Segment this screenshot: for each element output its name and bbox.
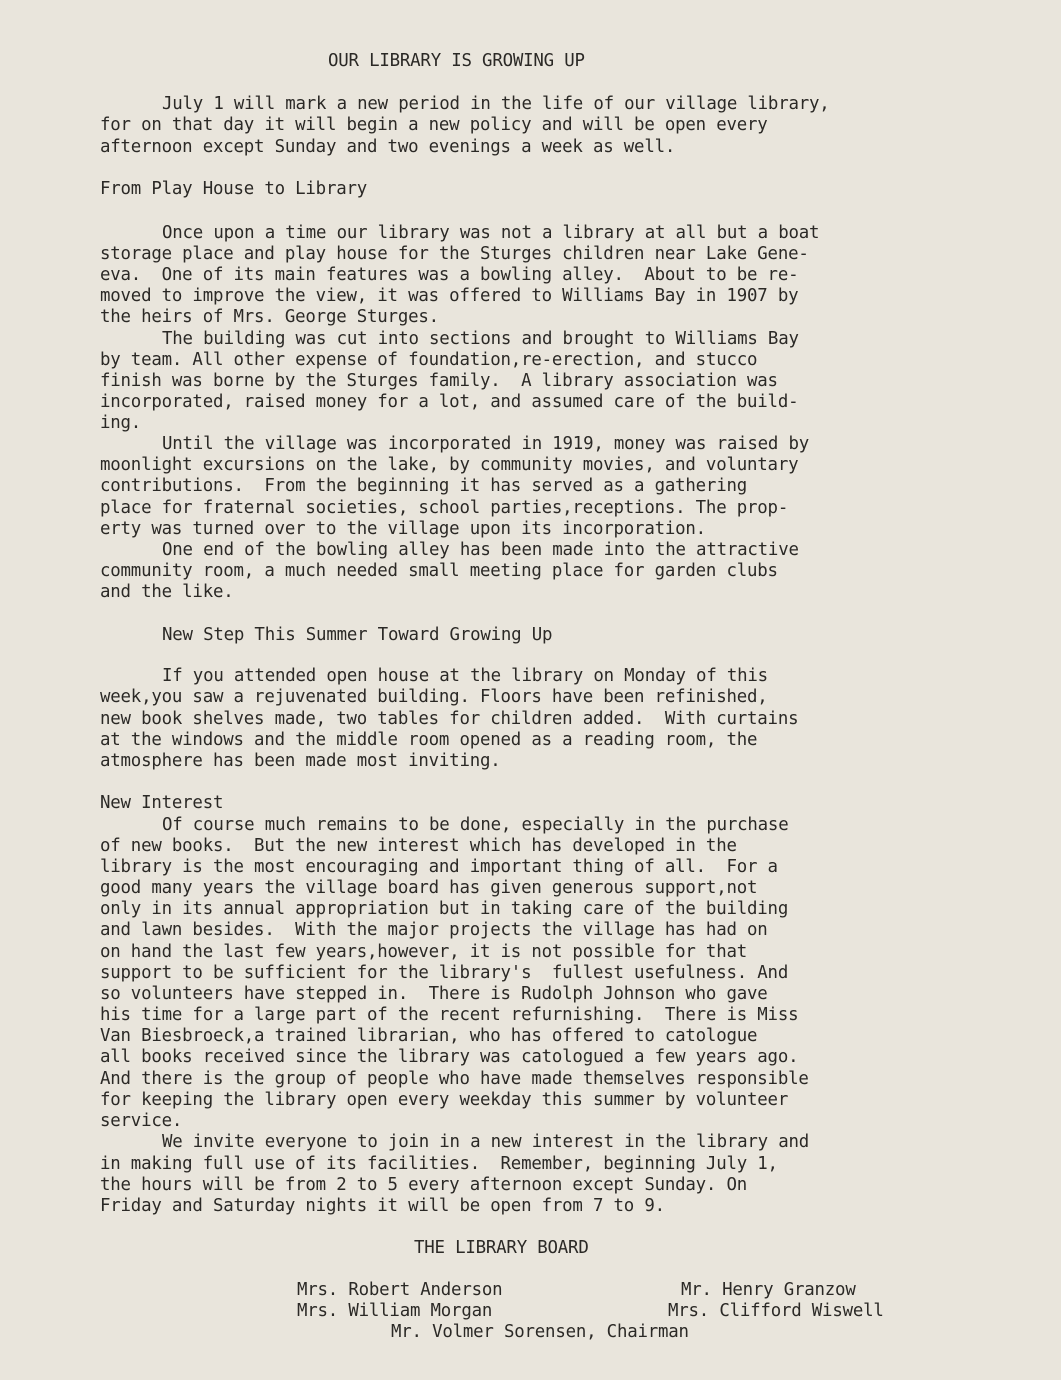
- section3-line: of new books. But the new interest which has developed in the: [100, 836, 737, 856]
- section3-line: service.: [100, 1111, 183, 1131]
- signature-member: Mrs. William Morgan: [297, 1301, 493, 1321]
- section1-line: community room, a much needed small meeting place for garden clubs: [100, 561, 778, 581]
- section3-line: all books received since the library was catologued a few years ago.: [100, 1047, 799, 1067]
- section3-line: for keeping the library open every weekday this summer by volunteer: [100, 1090, 789, 1110]
- section3-line: support to be sufficient for the library's fullest usefulness. And: [100, 963, 789, 983]
- section3-line: his time for a large part of the recent refurnishing. There is Miss: [100, 1005, 799, 1025]
- signature-member: Mr. Henry Granzow: [681, 1280, 856, 1300]
- section2-line: new book shelves made, two tables for children added. With curtains: [100, 709, 799, 729]
- signature-member: Mr. Volmer Sorensen, Chairman: [391, 1322, 689, 1342]
- section3-line: the hours will be from 2 to 5 every afternoon except Sunday. On: [100, 1175, 748, 1195]
- section3-line: so volunteers have stepped in. There is Rudolph Johnson who gave: [100, 984, 768, 1004]
- section3-line: Friday and Saturday nights it will be open from 7 to 9.: [100, 1196, 665, 1216]
- section1-line: eva. One of its main features was a bowling alley. About to be re-: [100, 265, 799, 285]
- section1-line: storage place and play house for the Sturges children near Lake Gene-: [100, 244, 809, 264]
- section1-line: erty was turned over to the village upon its incorporation.: [100, 519, 706, 539]
- section1-line: incorporated, raised money for a lot, and assumed care of the build-: [100, 392, 799, 412]
- section3-line: only in its annual appropriation but in taking care of the building: [100, 899, 789, 919]
- section1-line: Once upon a time our library was not a library at all but a boat: [162, 223, 820, 243]
- page-title: OUR LIBRARY IS GROWING UP: [328, 51, 585, 71]
- section1-line: ing.: [100, 413, 142, 433]
- section3-line: And there is the group of people who have made themselves responsible: [100, 1069, 809, 1089]
- section3-line: We invite everyone to join in a new interest in the library and: [162, 1132, 810, 1152]
- section1-line: place for fraternal societies, school parties,receptions. The prop-: [100, 498, 789, 518]
- signature-member: Mrs. Robert Anderson: [297, 1280, 503, 1300]
- section-heading-new-step: New Step This Summer Toward Growing Up: [162, 625, 553, 645]
- section1-line: the heirs of Mrs. George Sturges.: [100, 307, 439, 327]
- section3-line: library is the most encouraging and important thing of all. For a: [100, 857, 778, 877]
- section1-line: One end of the bowling alley has been made into the attractive: [162, 540, 799, 560]
- intro-line: July 1 will mark a new period in the life of our village library,: [162, 94, 830, 114]
- section3-line: Van Biesbroeck,a trained librarian, who has offered to catologue: [100, 1026, 758, 1046]
- section1-line: by team. All other expense of foundation,re-erection, and stucco: [100, 350, 758, 370]
- section2-line: atmosphere has been made most inviting.: [100, 751, 501, 771]
- section2-line: If you attended open house at the library on Monday of this: [162, 666, 768, 686]
- section1-line: contributions. From the beginning it has served as a gathering: [100, 476, 748, 496]
- section1-line: finish was borne by the Sturges family. A library association was: [100, 371, 778, 391]
- section-heading-play-house: From Play House to Library: [100, 179, 368, 199]
- intro-line: afternoon except Sunday and two evenings a week as well.: [100, 137, 676, 157]
- section-heading-new-interest: New Interest: [100, 793, 224, 813]
- section3-line: on hand the last few years,however, it is not possible for that: [100, 942, 748, 962]
- section1-line: moonlight excursions on the lake, by community movies, and voluntary: [100, 455, 799, 475]
- section2-line: week,you saw a rejuvenated building. Floors have been refinished,: [100, 687, 768, 707]
- signature-member: Mrs. Clifford Wiswell: [668, 1301, 884, 1321]
- section3-line: in making full use of its facilities. Remember, beginning July 1,: [100, 1154, 778, 1174]
- section3-line: good many years the village board has given generous support,not: [100, 878, 758, 898]
- section1-line: and the like.: [100, 582, 234, 602]
- section1-line: moved to improve the view, it was offered to Williams Bay in 1907 by: [100, 286, 799, 306]
- intro-line: for on that day it will begin a new policy and will be open every: [100, 115, 768, 135]
- section3-line: Of course much remains to be done, especially in the purchase: [162, 815, 789, 835]
- section2-line: at the windows and the middle room opened as a reading room, the: [100, 730, 758, 750]
- section3-line: and lawn besides. With the major projects the village has had on: [100, 920, 768, 940]
- section1-line: Until the village was incorporated in 1919, money was raised by: [162, 434, 810, 454]
- section1-line: The building was cut into sections and brought to Williams Bay: [162, 329, 799, 349]
- signature-board: THE LIBRARY BOARD: [414, 1238, 589, 1258]
